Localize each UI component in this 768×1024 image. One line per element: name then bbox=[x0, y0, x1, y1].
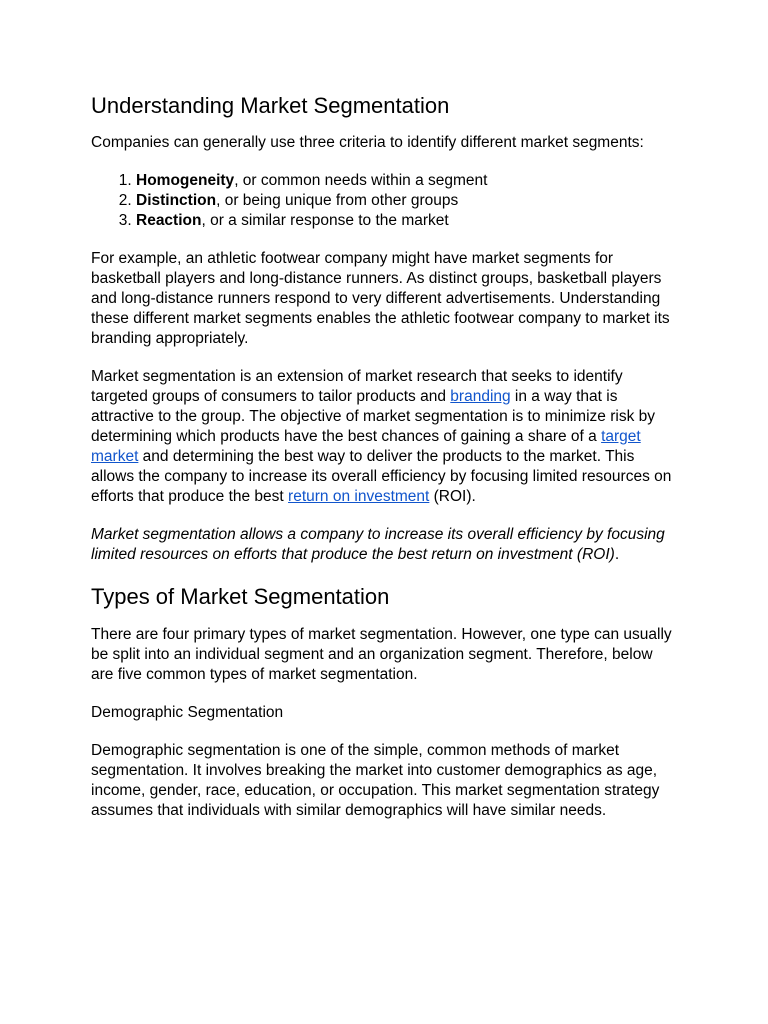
criteria-term: Homogeneity bbox=[136, 172, 235, 189]
quote-tail: . bbox=[614, 546, 620, 563]
criteria-text: , or being unique from other groups bbox=[216, 192, 459, 209]
return-on-investment-link[interactable]: return on investment bbox=[288, 488, 430, 505]
page-title: Understanding Market Segmentation bbox=[91, 93, 450, 118]
criteria-text: , or a similar response to the market bbox=[201, 212, 449, 229]
criteria-term: Distinction bbox=[136, 192, 217, 209]
subsection-heading: Demographic Segmentation bbox=[91, 704, 284, 721]
criteria-list bbox=[91, 171, 678, 231]
demographic-paragraph: Demographic segmentation is one of the simple, common methods of market segmentation. It involves breaking the market into customer demographics as age, income, gender, race, education, or occupation. This market segmentation strategy assumes that individuals with similar demographics will have similar needs. bbox=[91, 742, 660, 819]
list-item bbox=[136, 211, 678, 231]
example-paragraph: For example, an athletic footwear company might have market segments for basketball players and long-distance runners. As distinct groups, basketball players and long-distance runners respond to very different advertisements. Understanding these different market segments enables the athletic footwear company to market its branding appropriately. bbox=[91, 250, 670, 347]
italic-quote: Market segmentation allows a company to increase its overall efficiency by focusing limited resources on efforts that produce the best return on investment (ROI) bbox=[91, 526, 665, 563]
types-intro-paragraph: There are four primary types of market segmentation. However, one type can usually be split into an individual segment and an organization segment. Therefore, below are five common types of market segmentation. bbox=[91, 626, 672, 683]
paragraph-text: and determining the best way to deliver the products to the market. This allows the company to increase its overall efficiency by focusing limited resources on efforts that produce the best bbox=[91, 448, 672, 505]
list-item bbox=[136, 191, 678, 211]
paragraph-text: (ROI). bbox=[429, 488, 476, 505]
target-market-link[interactable]: target market bbox=[91, 428, 641, 465]
intro-paragraph: Companies can generally use three criteria to identify different market segments: bbox=[91, 134, 644, 151]
criteria-text: , or common needs within a segment bbox=[234, 172, 488, 189]
branding-link[interactable]: branding bbox=[450, 388, 511, 405]
quote-paragraph bbox=[91, 525, 678, 565]
section-heading: Types of Market Segmentation bbox=[91, 584, 390, 609]
list-item bbox=[136, 171, 678, 191]
criteria-term: Reaction bbox=[136, 212, 202, 229]
extension-paragraph bbox=[91, 367, 678, 507]
paragraph-text: Market segmentation is an extension of market research that seeks to identify targeted groups of consumers to tailor products and bbox=[91, 368, 623, 405]
paragraph-text: in a way that is attractive to the group. The objective of market segmentation is to minimize risk by determining which products have the best chances of gaining a share of a bbox=[91, 388, 655, 445]
